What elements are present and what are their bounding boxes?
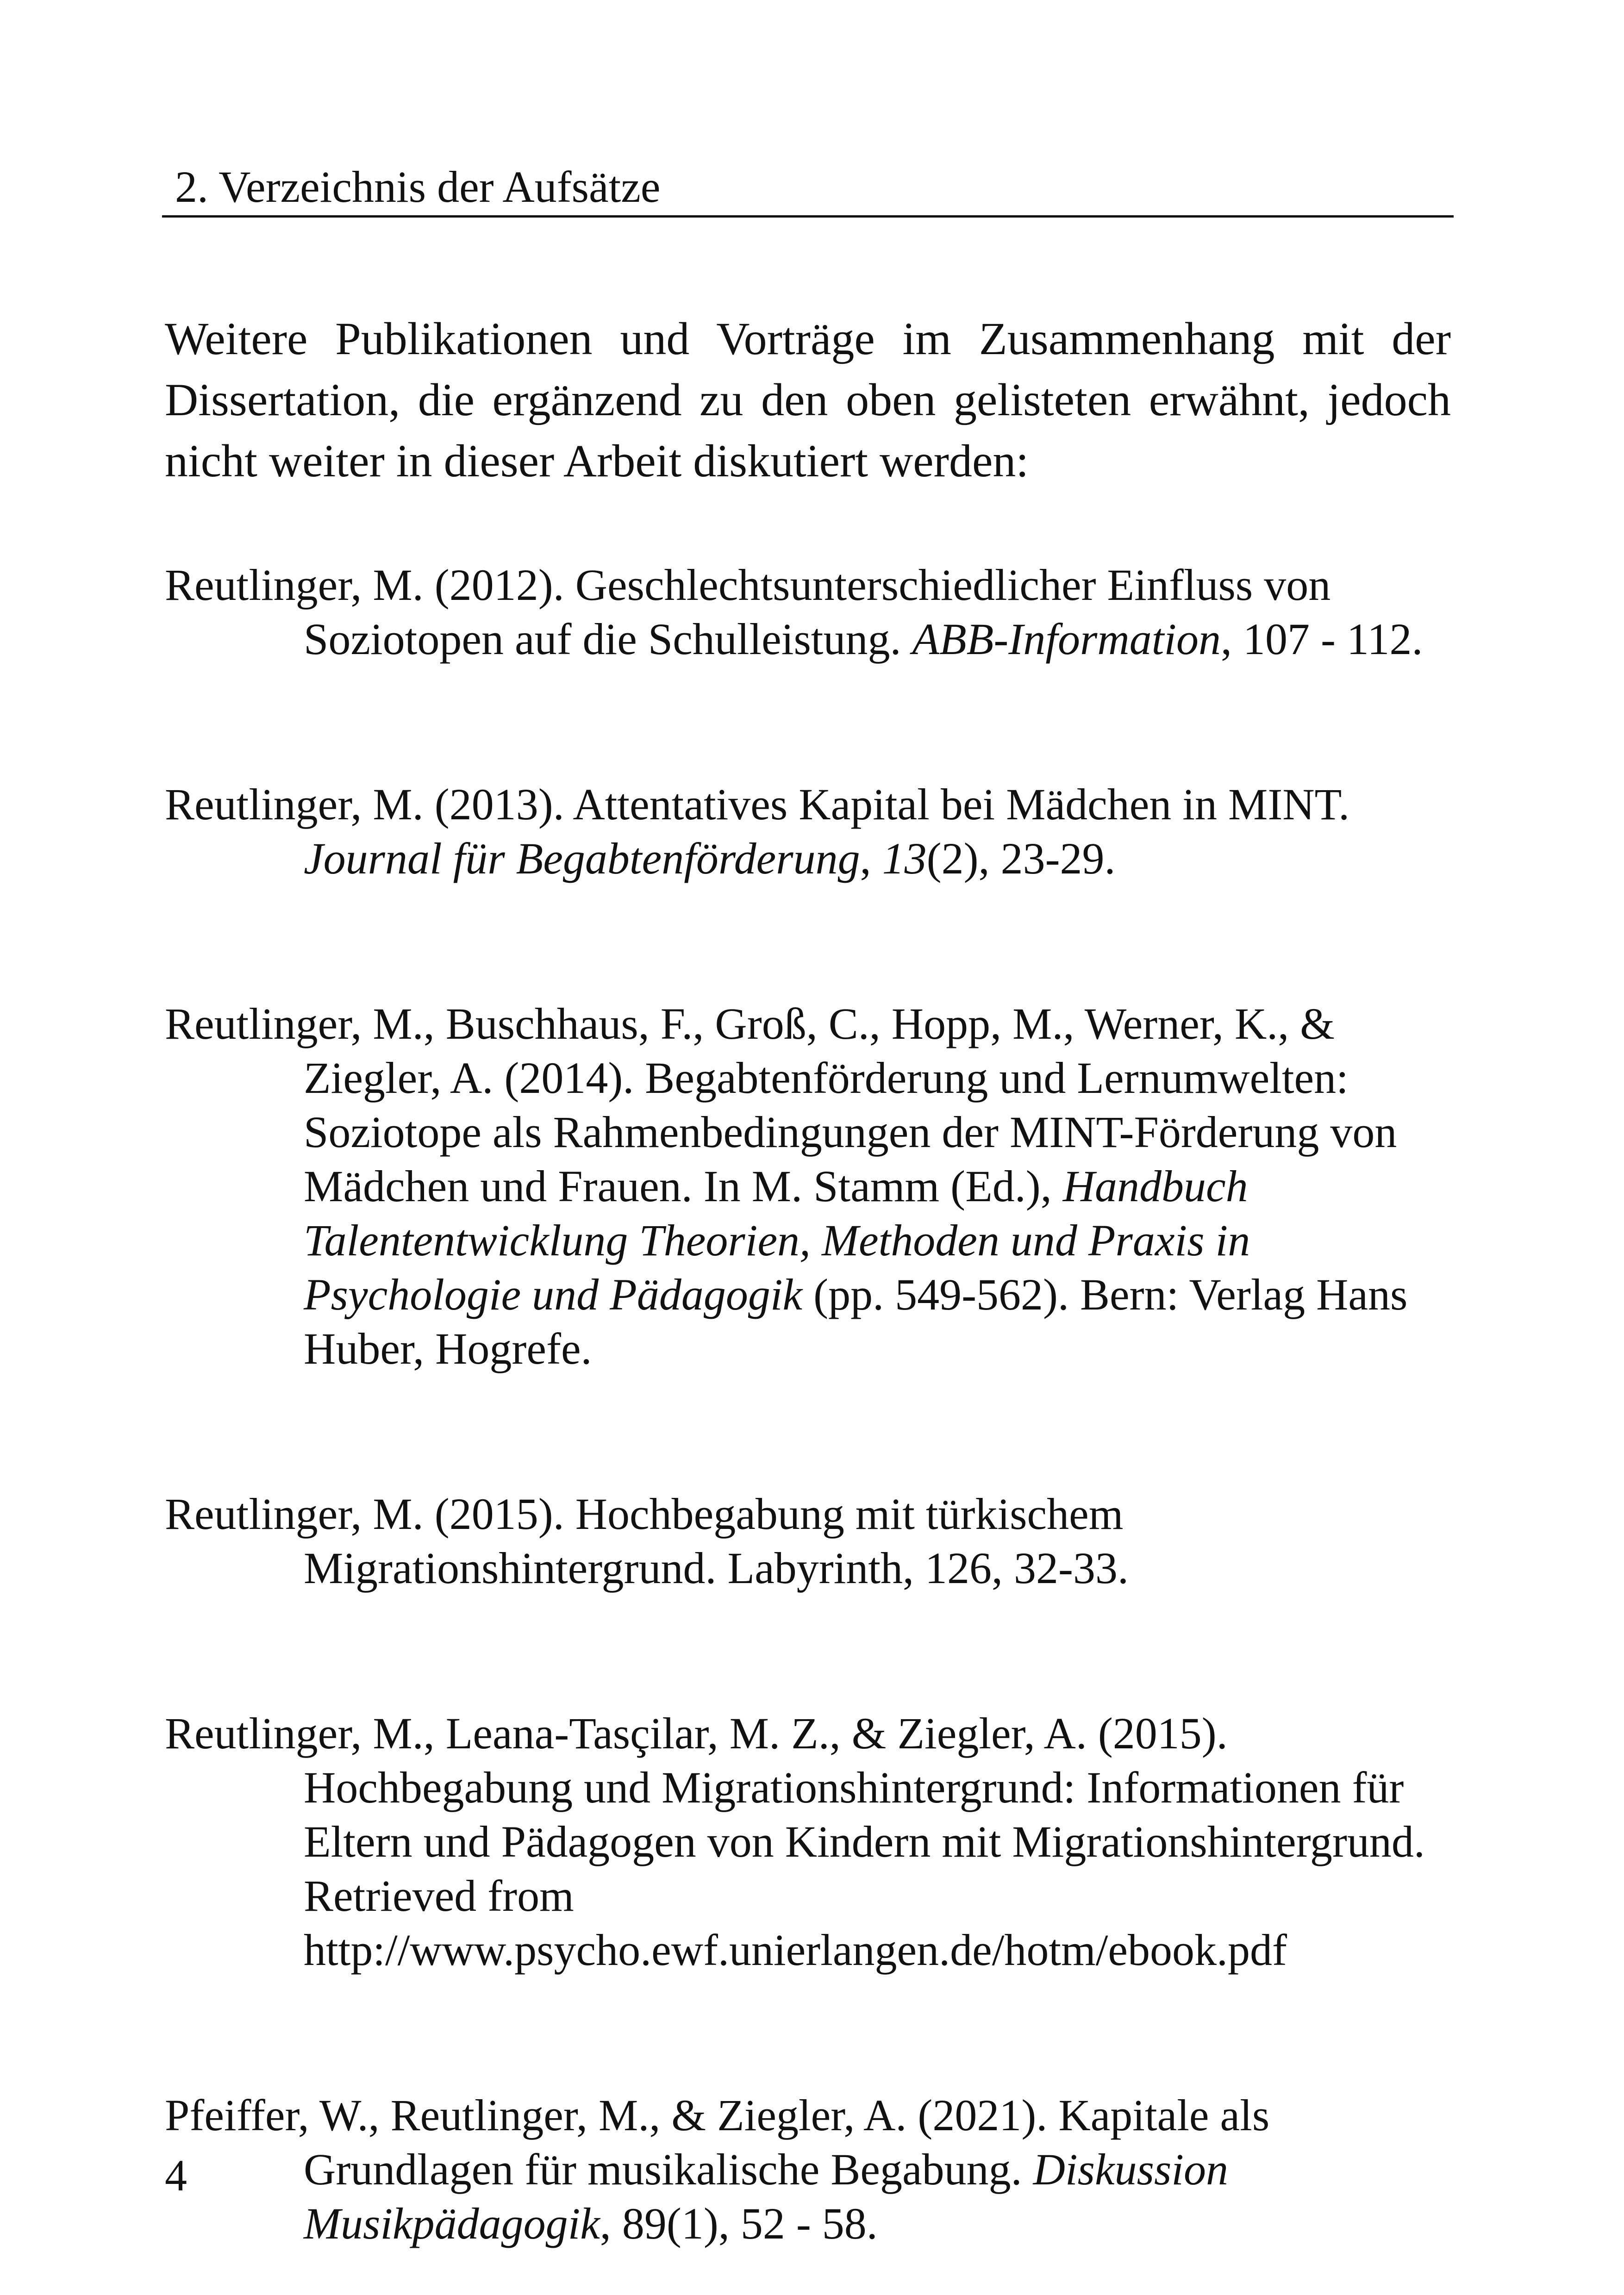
reference-text: , <box>860 834 882 883</box>
reference-journal: Diskussion Musikpädagogik <box>304 2145 1228 2248</box>
reference-item <box>165 558 1447 666</box>
reference-journal: ABB-Information <box>912 614 1221 664</box>
reference-text: Reutlinger, M. (2013). Attentatives Kapital bei Mädchen in MINT. <box>165 780 1350 829</box>
reference-item <box>165 1706 1447 1977</box>
reference-text: Reutlinger, M., Buschhaus, F., Groß, C., Hopp, M., Werner, K., & Ziegler, A. (2014). Begabtenförderung und Lernumwelten: Soziotope als Rahmenbedingungen der MINT-Förderung von Mädchen und Frauen. In M. Stamm (Ed.), <box>165 999 1397 1211</box>
running-header <box>162 153 1454 218</box>
reference-item <box>165 997 1447 1376</box>
reference-item <box>165 777 1447 886</box>
reference-text: Pfeiffer, W., Reutlinger, M., & Ziegler, A. (2021). Kapitale als Grundlagen für musikalische Begabung. <box>165 2090 1270 2194</box>
reference-text: (2), 23-29. <box>926 834 1116 883</box>
reference-item <box>165 1487 1447 1595</box>
reference-item <box>165 2088 1447 2251</box>
page-number: 4 <box>165 2151 187 2200</box>
reference-volume: 13 <box>882 834 927 883</box>
reference-text: (pp. 549-562). Bern: Verlag Hans Huber, Hogrefe. <box>304 1270 1408 1373</box>
reference-journal: Journal für Begabtenförderung <box>304 834 860 883</box>
intro-paragraph: Weitere Publikationen und Vorträge im Zusammenhang mit der Dissertation, die ergänzend zu den oben gelisteten erwähnt, jedoch nicht weiter in dieser Arbeit diskutiert werden: <box>165 313 1451 486</box>
reference-text: Reutlinger, M. (2015). Hochbegabung mit türkischem Migrationshintergrund. Labyrinth, 126, 32-33. <box>165 1489 1129 1593</box>
reference-text: Reutlinger, M., Leana-Tasçilar, M. Z., & Ziegler, A. (2015). Hochbegabung und Migrationshintergrund: Informationen für Eltern und Pädagogen von Kindern mit Migrationshintergrund. Retrieved from http://www.psycho.ewf.unierlangen.de/hotm/ebook.pdf <box>165 1709 1425 1975</box>
reference-text: , 107 - 112. <box>1221 614 1423 664</box>
reference-book-title: Handbuch Talententwicklung Theorien, Methoden und Praxis in Psychologie und Pädagogik <box>304 1161 1250 1319</box>
header-title: 2. Verzeichnis der Aufsätze <box>175 162 661 212</box>
reference-text: Reutlinger, M. (2012). Geschlechtsunterschiedlicher Einfluss von Soziotopen auf die Schulleistung. <box>165 560 1331 664</box>
reference-text: , 89(1), 52 - 58. <box>600 2199 878 2248</box>
reference-list <box>165 558 1447 2251</box>
